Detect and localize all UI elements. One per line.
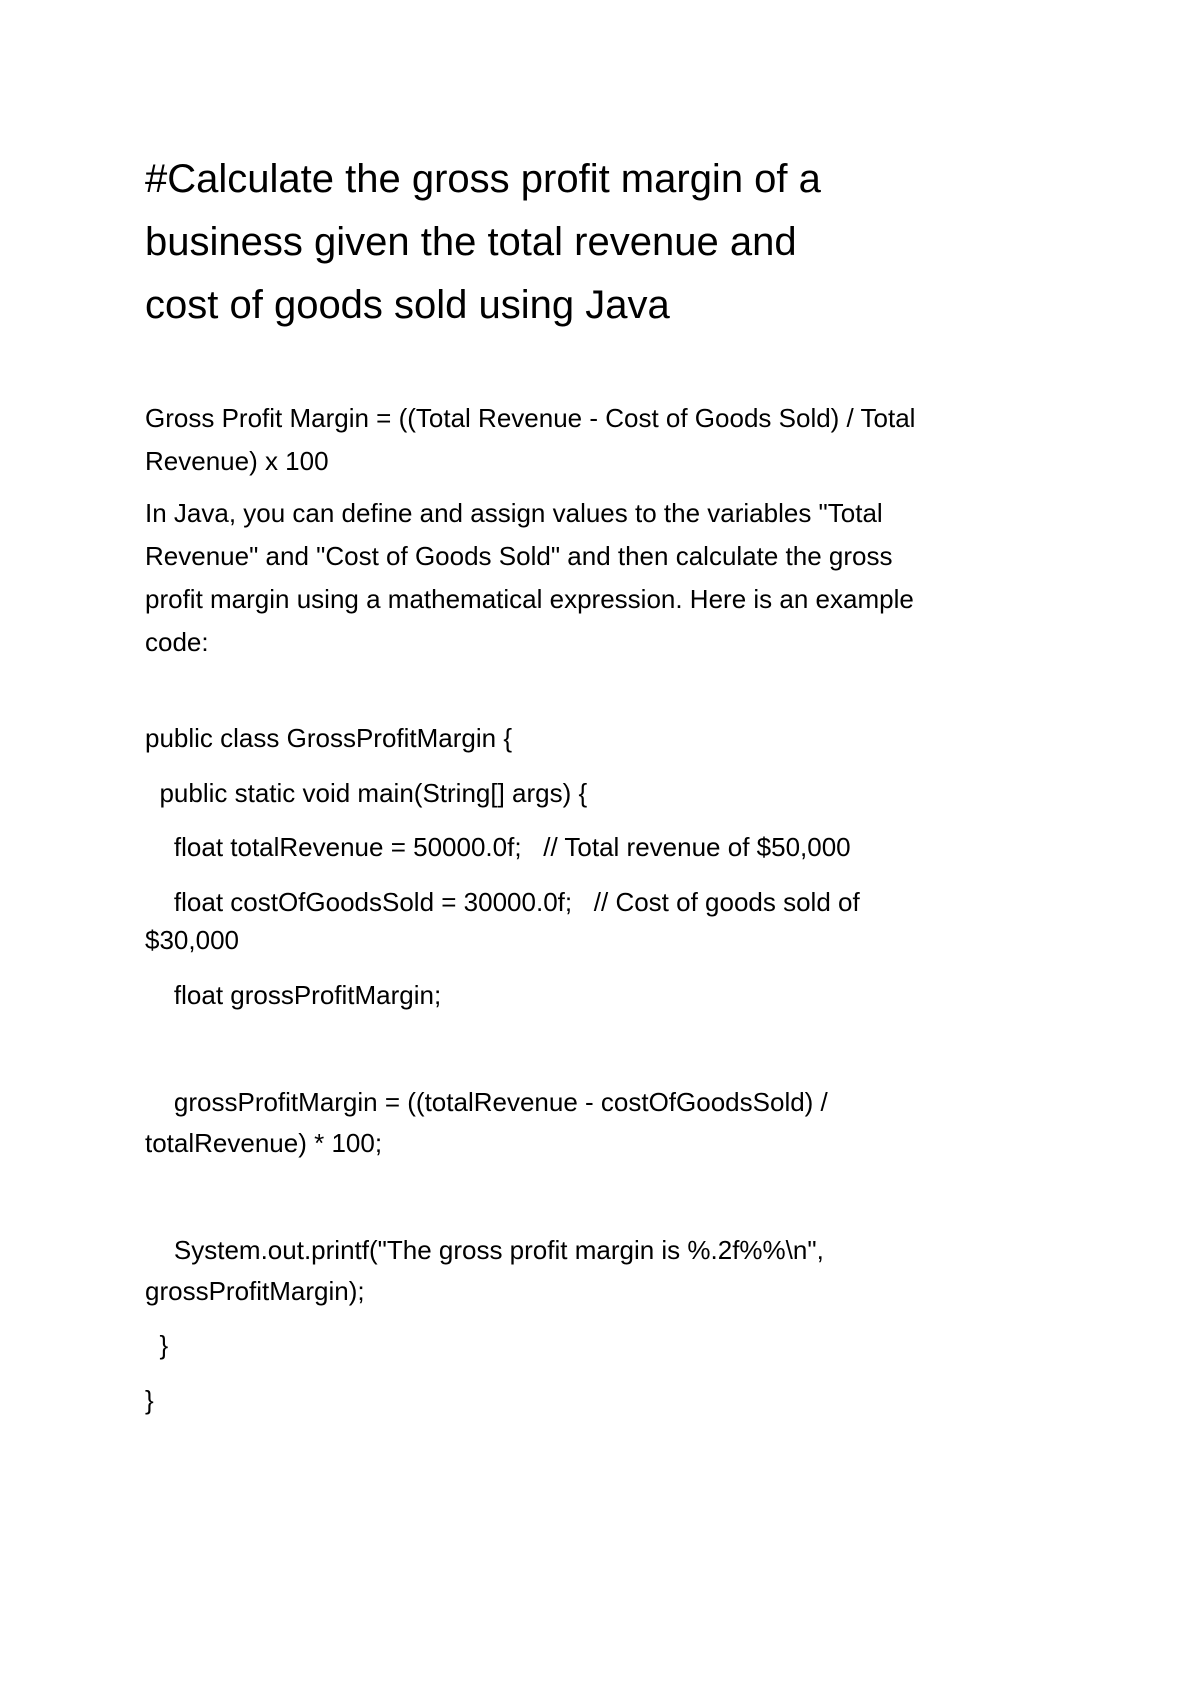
title-line-3: cost of goods sold using Java bbox=[145, 283, 670, 327]
title-line-2: business given the total revenue and bbox=[145, 220, 797, 264]
code-close-class-brace: } bbox=[145, 1385, 154, 1415]
intro-line-4: code: bbox=[145, 627, 209, 657]
code-calculation-line-continued: totalRevenue) * 100; bbox=[145, 1128, 383, 1158]
intro-paragraph bbox=[145, 492, 1045, 664]
title-line-1: #Calculate the gross profit margin of a bbox=[145, 157, 821, 201]
intro-line-3: profit margin using a mathematical expression. Here is an example bbox=[145, 584, 914, 614]
code-gpm-declaration: float grossProfitMargin; bbox=[145, 980, 442, 1010]
code-cogs-line-continued: $30,000 bbox=[145, 925, 239, 955]
formula-line-1: Gross Profit Margin = ((Total Revenue - Cost of Goods Sold) / Total bbox=[145, 403, 916, 433]
code-calculation-line: grossProfitMargin = ((totalRevenue - costOfGoodsSold) / bbox=[145, 1087, 828, 1117]
code-close-main-brace: } bbox=[145, 1330, 169, 1360]
code-cogs-line: float costOfGoodsSold = 30000.0f; // Cost of goods sold of bbox=[145, 887, 860, 917]
formula-paragraph bbox=[145, 397, 1045, 483]
intro-line-1: In Java, you can define and assign values to the variables "Total bbox=[145, 498, 883, 528]
code-class-declaration: public class GrossProfitMargin { bbox=[145, 723, 513, 753]
intro-line-2: Revenue" and "Cost of Goods Sold" and then calculate the gross bbox=[145, 541, 893, 571]
code-print-line: System.out.printf("The gross profit margin is %.2f%%\n", bbox=[145, 1235, 824, 1265]
document-title bbox=[145, 148, 1045, 337]
code-total-revenue-line: float totalRevenue = 50000.0f; // Total revenue of $50,000 bbox=[145, 832, 851, 862]
code-main-declaration: public static void main(String[] args) { bbox=[145, 778, 588, 808]
formula-line-2: Revenue) x 100 bbox=[145, 446, 329, 476]
code-print-line-continued: grossProfitMargin); bbox=[145, 1276, 365, 1306]
